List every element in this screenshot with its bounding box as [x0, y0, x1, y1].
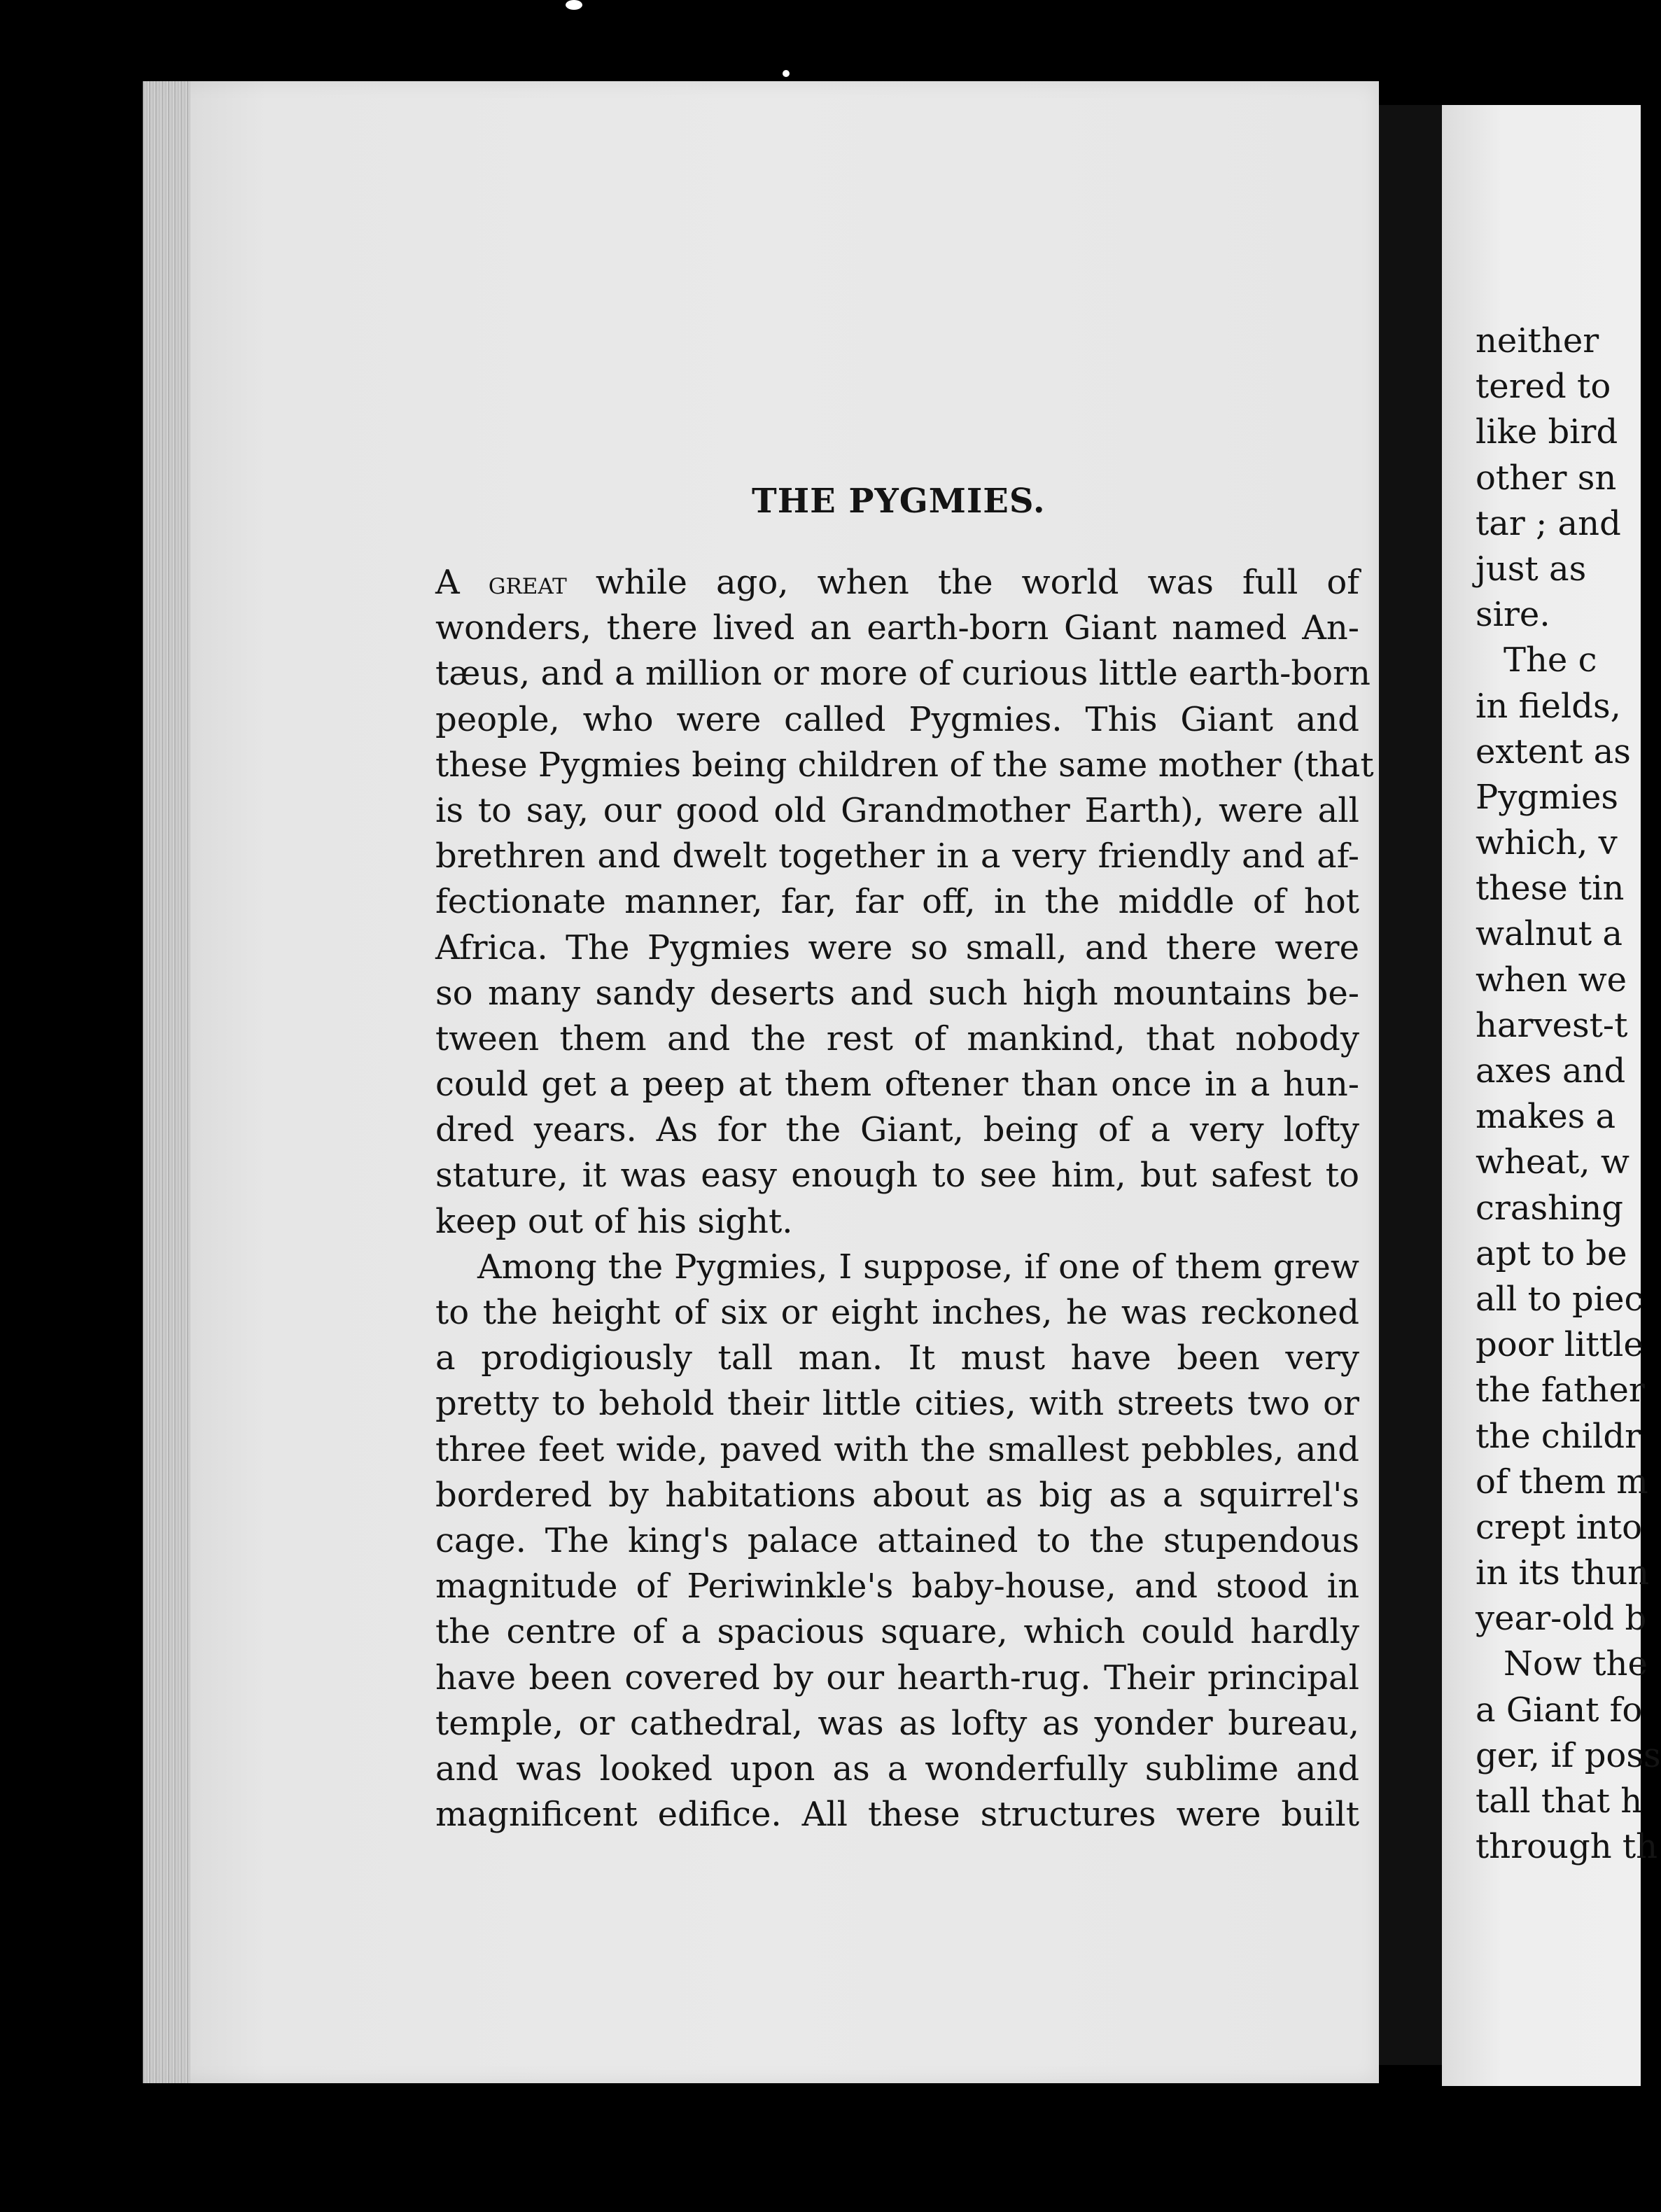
- text-line: ger, if poss: [1476, 1735, 1661, 1775]
- text-line: of them m: [1476, 1462, 1648, 1502]
- text-line: keep out of his sight.: [435, 1201, 793, 1241]
- text-line: in fields,: [1476, 686, 1621, 726]
- text-line: harvest-t: [1476, 1005, 1628, 1045]
- page-edge: [143, 81, 190, 2083]
- text-line: the childr: [1476, 1416, 1641, 1456]
- text-line: wheat, w: [1476, 1142, 1630, 1182]
- text-line: people, who were called Pygmies. This Giant and: [435, 699, 1359, 739]
- text-line: is to say, our good old Grandmother Earth), were all: [435, 790, 1359, 830]
- text-line: Pygmies: [1476, 777, 1619, 817]
- text-line: Now the: [1504, 1644, 1648, 1684]
- text-line: crept into: [1476, 1507, 1642, 1547]
- text-line: sire.: [1476, 595, 1550, 635]
- text-line: have been covered by our hearth-rug. Their principal: [435, 1658, 1359, 1698]
- text-line: walnut a: [1476, 914, 1623, 954]
- text-line: neither: [1476, 321, 1599, 360]
- right-page-body: [1476, 318, 1661, 1870]
- book-gutter: [1379, 105, 1442, 2065]
- text-line: could get a peep at them oftener than once in a hun-: [435, 1065, 1359, 1105]
- text-line: the father: [1476, 1371, 1645, 1410]
- scan-speck: [783, 70, 790, 77]
- text-line: magnitude of Periwinkle's baby-house, and stood in: [435, 1567, 1359, 1606]
- text-line: a prodigiously tall man. It must have been very: [435, 1338, 1359, 1378]
- text-line: bordered by habitations about as big as a squirrel's: [435, 1475, 1359, 1515]
- text-line: so many sandy deserts and such high mountains be-: [435, 973, 1359, 1013]
- text-line: a Giant fo: [1476, 1690, 1643, 1730]
- text-line: all to piec: [1476, 1279, 1644, 1319]
- text-line: brethren and dwelt together in a very friendly and af-: [435, 836, 1359, 876]
- text-line: which, v: [1476, 823, 1618, 863]
- text-line: pretty to behold their little cities, with streets two or: [435, 1384, 1359, 1424]
- text-line: these tin: [1476, 869, 1625, 909]
- text-line: like bird: [1476, 412, 1618, 452]
- text-line: apt to be: [1476, 1233, 1627, 1273]
- text-line: just as: [1476, 549, 1587, 589]
- text-line: fectionate manner, far, far off, in the middle of hot: [435, 882, 1359, 922]
- text-line: tæus, and a million or more of curious little earth-born: [435, 654, 1371, 694]
- left-page-body: [435, 560, 1374, 1837]
- text-line: year-old b: [1476, 1599, 1647, 1639]
- text-line: these Pygmies being children of the same mother (that: [435, 745, 1374, 785]
- text-line: wonders, there lived an earth-born Giant named An-: [435, 608, 1359, 648]
- text-line: when we: [1476, 960, 1627, 1000]
- text-line: to the height of six or eight inches, he was reckoned: [435, 1293, 1359, 1332]
- text-line: tered to: [1476, 367, 1611, 407]
- text-line: magnificent edifice. All these structures were built: [435, 1795, 1359, 1835]
- text-line: crashing: [1476, 1188, 1623, 1228]
- text-line: stature, it was easy enough to see him, but safest to: [435, 1156, 1359, 1196]
- text-line: through th: [1476, 1827, 1658, 1867]
- text-line: the centre of a spacious square, which could hardly: [435, 1612, 1359, 1652]
- text-line: in its thun: [1476, 1553, 1650, 1593]
- text-line: temple, or cathedral, was as lofty as yonder bureau,: [435, 1703, 1359, 1743]
- text-line: tar ; and: [1476, 503, 1621, 543]
- scan-speck: [566, 0, 582, 10]
- text-line: Among the Pygmies, I suppose, if one of them grew: [477, 1247, 1359, 1287]
- text-line: axes and: [1476, 1051, 1626, 1091]
- text-line: and was looked upon as a wonderfully sublime and: [435, 1749, 1359, 1788]
- text-line: other sn: [1476, 458, 1617, 498]
- text-line: The c: [1504, 640, 1597, 680]
- text-line: dred years. As for the Giant, being of a very lofty: [435, 1110, 1359, 1150]
- text-line: makes a: [1476, 1097, 1616, 1137]
- text-line: cage. The king's palace attained to the stupendous: [435, 1520, 1359, 1560]
- text-line: Africa. The Pygmies were so small, and there were: [435, 927, 1359, 967]
- text-line: A great while ago, when the world was full of: [435, 563, 1359, 602]
- chapter-title: THE PYGMIES.: [752, 482, 1046, 521]
- text-line: extent as: [1476, 732, 1631, 771]
- text-line: tween them and the rest of mankind, that nobody: [435, 1018, 1359, 1058]
- text-line: tall that h: [1476, 1782, 1643, 1821]
- text-line: poor little: [1476, 1325, 1644, 1365]
- text-line: three feet wide, paved with the smallest pebbles, and: [435, 1429, 1359, 1469]
